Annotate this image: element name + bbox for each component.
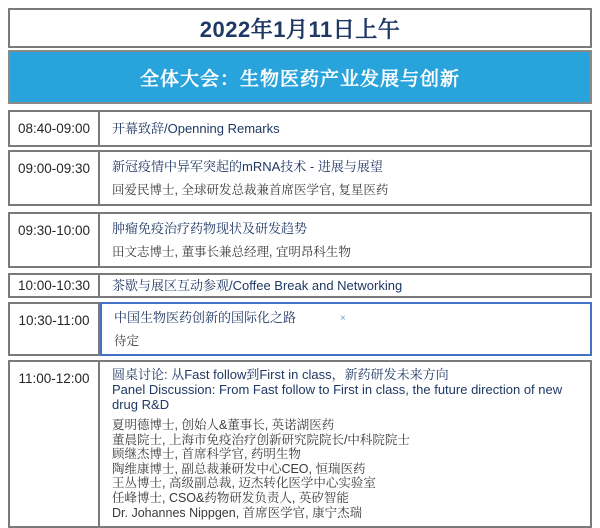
session-content <box>100 362 590 526</box>
agenda-row-panel-discussion <box>8 360 592 528</box>
time-slot: 11:00-12:00 <box>10 362 100 526</box>
time-slot: 09:00-09:30 <box>10 152 100 204</box>
panel-title-en: Panel Discussion: From Fast follow to First in class, the future direction of new drug R&D <box>112 382 563 412</box>
session-title: 中国生物医药创新的国际化之路 <box>114 310 297 325</box>
panel-title-cn: 圆桌讨论: 从Fast follow到First in class，新药研发未来方向 <box>112 367 449 382</box>
session-speaker: 回爱民博士, 全球研发总裁兼首席医学官, 复星医药 <box>112 183 389 197</box>
time-slot: 10:00-10:30 <box>10 275 100 296</box>
time-slot: 08:40-09:00 <box>10 112 100 145</box>
agenda-row-immunotherapy-talk <box>8 212 592 268</box>
session-speaker: 田文志博士, 董事长兼总经理, 宜明昂科生物 <box>112 245 351 259</box>
agenda-row-internationalization-talk <box>8 302 592 356</box>
broken-image-icon: × <box>340 313 346 324</box>
session-content <box>100 112 590 145</box>
time-slot: 09:30-10:00 <box>10 214 100 266</box>
session-title: 肿瘤免疫治疗药物现状及研发趋势 <box>112 221 308 236</box>
panel-speaker: 王丛博士, 高级副总裁, 迈杰转化医学中心实验室 <box>112 476 376 491</box>
panel-speaker: Dr. Johannes Nippgen, 首席医学官, 康宁杰瑞 <box>112 505 363 520</box>
agenda-row-coffee-break <box>8 273 592 298</box>
date-title: 2022年1月11日上午 <box>199 16 401 42</box>
panel-speaker: 任峰博士, CSO&药物研发负责人, 英矽智能 <box>112 490 349 505</box>
agenda-row-opening <box>8 110 592 147</box>
session-content <box>100 214 590 266</box>
agenda-row-mrna-talk <box>8 150 592 206</box>
session-content-highlighted <box>100 302 592 356</box>
panel-speaker: 陶维康博士, 副总裁兼研发中心CEO, 恒瑞医药 <box>112 461 366 476</box>
panel-speaker: 夏明德博士, 创始人&董事长, 英诺湖医药 <box>112 418 335 432</box>
session-speaker-tbd: 待定 <box>114 334 140 348</box>
panel-speaker: 顾继杰博士, 首席科学官, 药明生物 <box>112 447 301 462</box>
session-title: 茶歇与展区互动参观/Coffee Break and Networking <box>112 277 403 293</box>
session-banner <box>8 50 592 104</box>
panel-speaker-list <box>112 418 580 520</box>
session-title: 新冠疫情中异军突起的mRNA技术 - 进展与展望 <box>112 159 383 174</box>
panel-speaker: 董晨院士, 上海市免疫治疗创新研究院院长/中科院院士 <box>112 432 410 447</box>
time-slot: 10:30-11:00 <box>10 304 100 354</box>
session-title: 开幕致辞/Openning Remarks <box>112 120 280 136</box>
session-content <box>100 275 590 296</box>
session-content <box>100 152 590 204</box>
date-header <box>8 8 592 48</box>
session-banner-title: 全体大会：生物医药产业发展与创新 <box>139 68 460 90</box>
